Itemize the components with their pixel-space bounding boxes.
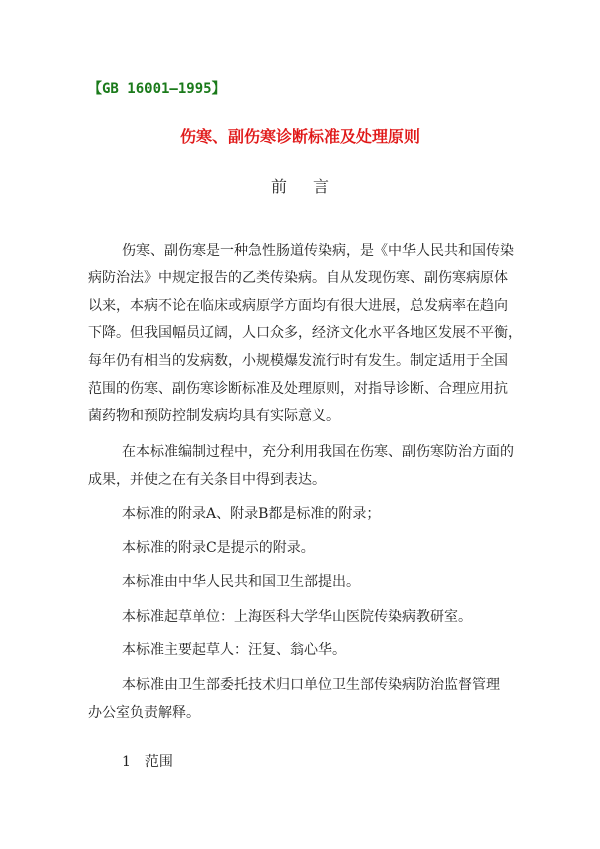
paragraph-line: 成果，并使之在有关条目中得到表达。: [88, 472, 326, 488]
paragraph-line: 本标准由卫生部委托技术归口单位卫生部传染病防治监督管理: [122, 677, 500, 693]
foreword-heading: 前言: [270, 177, 355, 196]
statement-line: 本标准的附录C是提示的附录。: [122, 540, 315, 556]
document-title: 伤寒、副伤寒诊断标准及处理原则: [179, 127, 420, 146]
statement-line: 本标准起草单位：上海医科大学华山医院传染病教研室。: [122, 609, 472, 625]
statement-line: 本标准的附录A、附录B都是标准的附录；: [122, 506, 381, 522]
standard-code: 【GB 16001—1995】: [88, 81, 226, 97]
paragraph-line: 下降。但我国幅员辽阔，人口众多，经济文化水平各地区发展不平衡，: [88, 325, 522, 341]
paragraph-line: 办公室负责解释。: [88, 705, 200, 721]
paragraph-line: 伤寒、副伤寒是一种急性肠道传染病，是《中华人民共和国传染: [122, 243, 514, 259]
statement-line: 本标准主要起草人：汪复、翁心华。: [122, 642, 346, 658]
paragraph-line: 在本标准编制过程中，充分利用我国在伤寒、副伤寒防治方面的: [122, 444, 514, 460]
paragraph-line: 每年仍有相当的发病数，小规模爆发流行时有发生。制定适用于全国: [88, 353, 508, 369]
statement-line: 本标准由中华人民共和国卫生部提出。: [122, 574, 360, 590]
paragraph-line: 范围的伤寒、副伤寒诊断标准及处理原则，对指导诊断、合理应用抗: [88, 381, 508, 397]
section-heading: 1 范围: [122, 754, 173, 770]
paragraph-line: 以来，本病不论在临床或病原学方面均有很大进展，总发病率在趋向: [88, 298, 508, 314]
paragraph-line: 菌药物和预防控制发病均具有实际意义。: [88, 408, 340, 424]
paragraph-line: 病防治法》中规定报告的乙类传染病。自从发现伤寒、副伤寒病原体: [88, 270, 508, 286]
